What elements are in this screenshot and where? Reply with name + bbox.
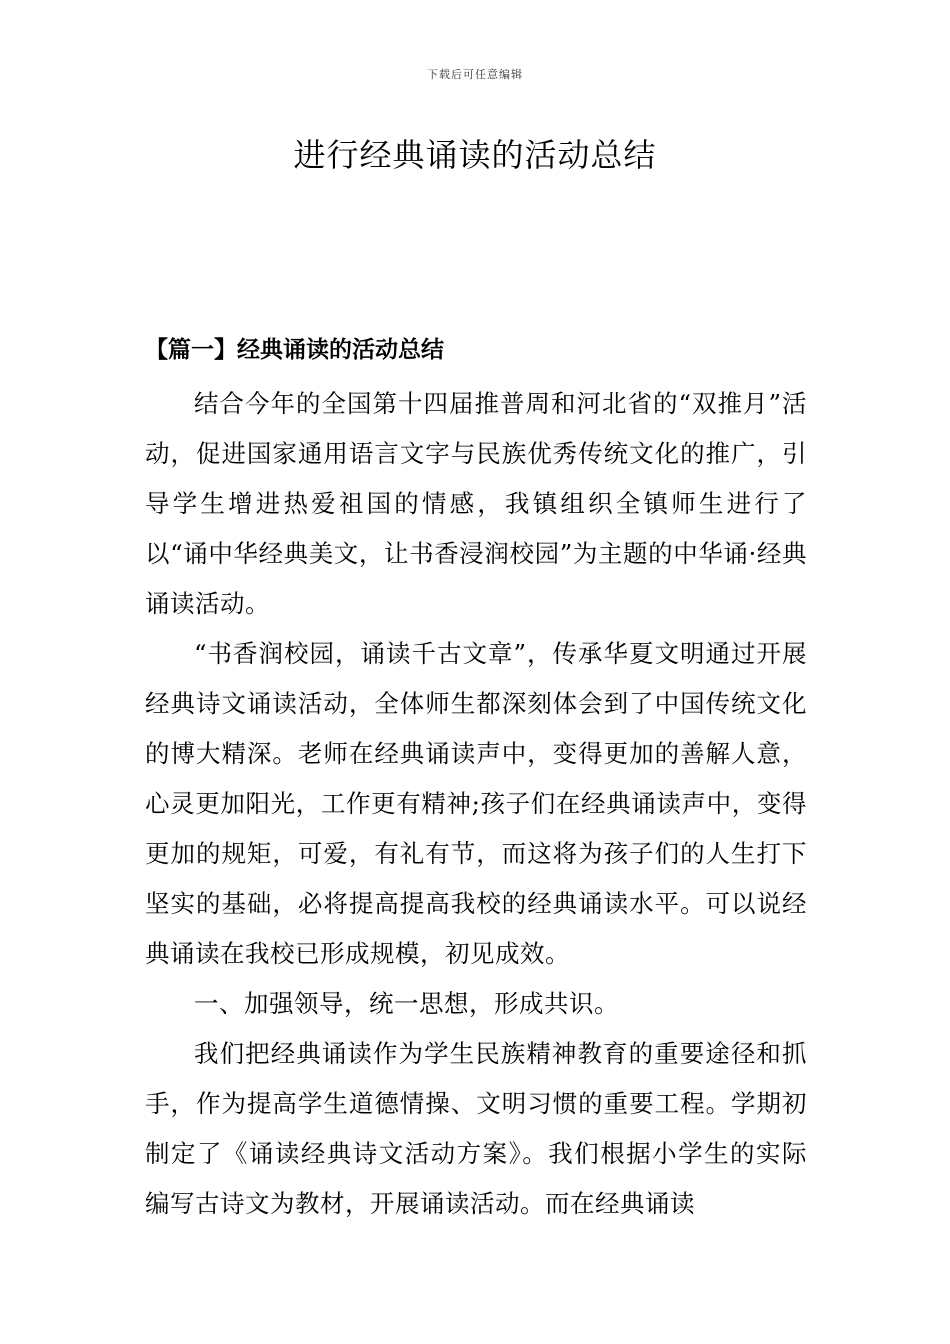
body-text bbox=[145, 379, 807, 1229]
paragraph: 结合今年的全国第十四届推普周和河北省的“双推月”活动，促进国家通用语言文字与民族优秀传统文化的推广，引导学生增进热爱祖国的情感，我镇组织全镇师生进行了以“诵中华经典美文，让书香浸润校园”为主题的中华诵·经典诵读活动。 bbox=[145, 389, 807, 618]
paragraph: 我们把经典诵读作为学生民族精神教育的重要途径和抓手，作为提高学生道德情操、文明习惯的重要工程。学期初制定了《诵读经典诗文活动方案》。我们根据小学生的实际编写古诗文为教材，开展诵读活动。而在经典诵读 bbox=[145, 1039, 807, 1218]
paragraph: “书香润校园，诵读千古文章”，传承华夏文明通过开展经典诗文诵读活动，全体师生都深刻体会到了中国传统文化的博大精深。老师在经典诵读声中，变得更加的善解人意，心灵更加阳光，工作更有精神;孩子们在经典诵读声中，变得更加的规矩，可爱，有礼有节，而这将为孩子们的人生打下坚实的基础，必将提高提高我校的经典诵读水平。可以说经典诵读在我校已形成规模，初见成效。 bbox=[145, 639, 807, 968]
subsection-heading: 一、加强领导，统一思想，形成共识。 bbox=[194, 989, 619, 1018]
header-note: 下载后可任意编辑 bbox=[427, 68, 523, 81]
section-heading: 【篇一】经典诵读的活动总结 bbox=[145, 336, 444, 363]
document-title: 进行经典诵读的活动总结 bbox=[293, 136, 657, 174]
